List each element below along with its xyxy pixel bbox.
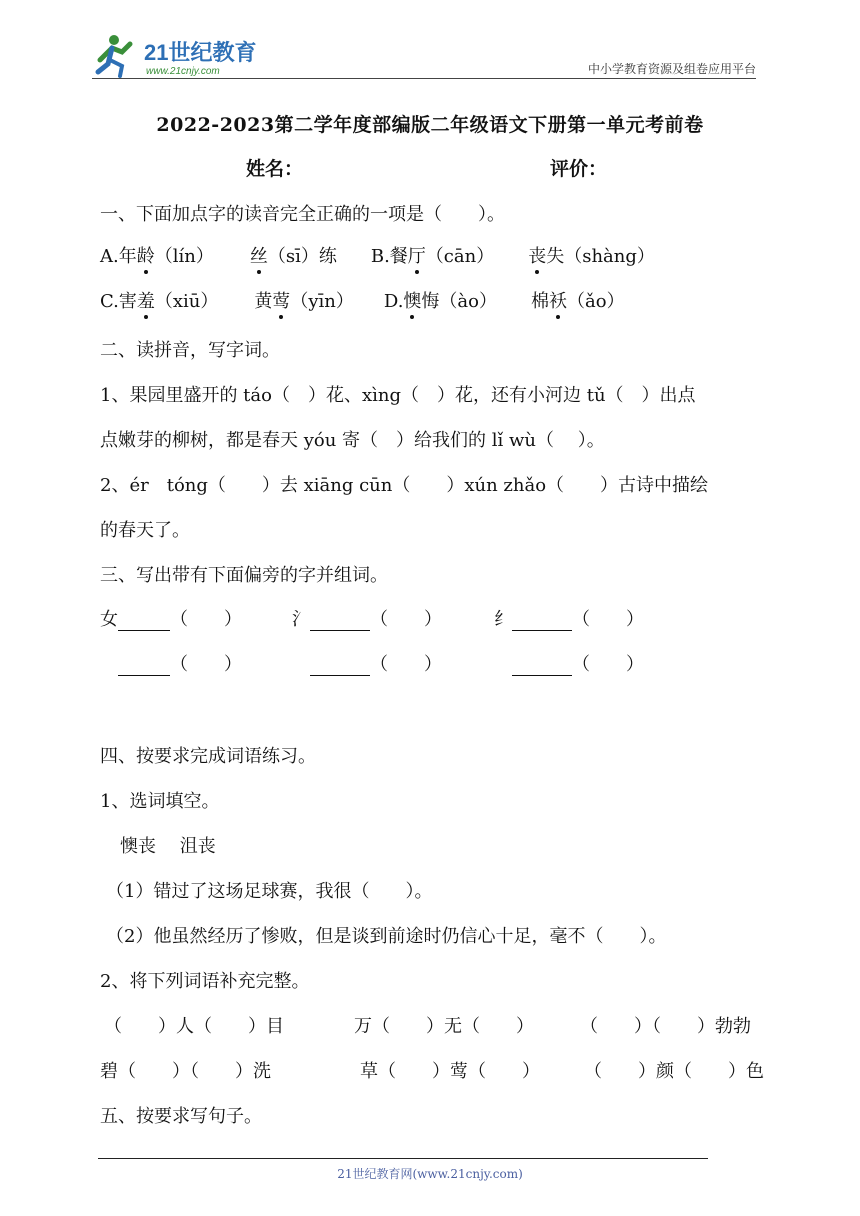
q2-sentence-2a: 2、ér tóng（ ）去 xiāng cūn（ ）xún zhǎo（ ）古诗中描绘 bbox=[100, 475, 709, 496]
q3-heading: 三、写出带有下面偏旁的字并组词。 bbox=[100, 565, 388, 586]
idiom-4: 碧（ ）（ ）洗 bbox=[100, 1061, 271, 1082]
q2-heading: 二、读拼音，写字词。 bbox=[100, 340, 280, 361]
header-divider bbox=[92, 78, 756, 79]
dotted-char: 懊 bbox=[403, 287, 421, 313]
q4-heading: 四、按要求完成词语练习。 bbox=[100, 746, 316, 767]
svg-text:www.21cnjy.com: www.21cnjy.com bbox=[146, 66, 220, 77]
q1-row-a: A.年龄（lín） 丝（sī）练 B.餐厅（cān） 丧失（shàng） bbox=[100, 242, 655, 268]
idiom-6: （ ）颜（ ）色 bbox=[584, 1061, 764, 1082]
q3-blank-row-1: （ ） bbox=[118, 650, 242, 676]
idiom-1: （ ）人（ ）目 bbox=[104, 1016, 284, 1037]
answer-blank[interactable] bbox=[118, 657, 170, 676]
dotted-char: 厅 bbox=[408, 242, 426, 268]
q3-radical-row-3: 纟 （ ） bbox=[494, 609, 644, 630]
idiom-2: 万（ ）无（ ） bbox=[354, 1016, 534, 1037]
q3-radical-row-2: 氵 （ ） bbox=[292, 609, 442, 630]
footer-divider bbox=[98, 1158, 708, 1159]
q3-radical-row-1: 女 （ ） bbox=[100, 609, 242, 630]
q4-sub-1: 1、选词填空。 bbox=[100, 791, 220, 812]
q2-sentence-1b: 点嫩芽的柳树，都是春天 yóu 寄（ ）给我们的 lǐ wù（ ）。 bbox=[100, 430, 605, 451]
q4-sub-2: 2、将下列词语补充完整。 bbox=[100, 971, 310, 992]
dotted-char: 丝 bbox=[250, 242, 268, 268]
answer-blank[interactable] bbox=[118, 612, 170, 631]
q5-heading: 五、按要求写句子。 bbox=[100, 1106, 262, 1127]
answer-blank[interactable] bbox=[512, 657, 572, 676]
answer-blank[interactable] bbox=[310, 657, 370, 676]
footer-text: 21世纪教育网(www.21cnjy.com) bbox=[337, 1167, 523, 1181]
svg-text:21世纪教育: 21世纪教育 bbox=[144, 40, 257, 65]
dotted-char: 袄 bbox=[549, 287, 567, 313]
idiom-3: （ ）（ ）勃勃 bbox=[580, 1016, 751, 1037]
dotted-char: 龄 bbox=[137, 242, 155, 268]
q3-blank-row-3: （ ） bbox=[512, 650, 644, 676]
idiom-5: 草（ ）莺（ ） bbox=[360, 1061, 540, 1082]
q2-sentence-1a: 1、果园里盛开的 táo（ ）花、xìng（ ）花，还有小河边 tǔ（ ）出点 bbox=[100, 385, 696, 406]
q3-blank-row-2: （ ） bbox=[310, 650, 442, 676]
q1-heading: 一、下面加点字的读音完全正确的一项是（ ）。 bbox=[100, 204, 505, 225]
q1-row-c: C.害羞（xiū） 黄莺（yīn） D.懊悔（ào） 棉袄（ǎo） bbox=[100, 287, 625, 313]
answer-blank[interactable] bbox=[512, 612, 572, 631]
dotted-char: 丧 bbox=[528, 242, 546, 268]
name-label: 姓名： bbox=[246, 158, 304, 180]
dotted-char: 羞 bbox=[137, 287, 155, 313]
grade-label: 评价： bbox=[550, 158, 608, 180]
site-logo bbox=[92, 30, 262, 80]
answer-blank[interactable] bbox=[310, 612, 370, 631]
q2-sentence-2b: 的春天了。 bbox=[100, 520, 190, 541]
page-title: 2022-2023第二学年度部编版二年级语文下册第一单元考前卷 bbox=[156, 114, 704, 136]
runner-logo-icon bbox=[92, 30, 262, 80]
q4-item-2: （2）他虽然经历了惨败，但是谈到前途时仍信心十足，毫不（ ）。 bbox=[106, 926, 667, 947]
dotted-char: 莺 bbox=[272, 287, 290, 313]
header-platform-text: 中小学教育资源及组卷应用平台 bbox=[587, 62, 756, 76]
q4-word-choices: 懊丧 沮丧 bbox=[120, 836, 216, 857]
q4-item-1: （1）错过了这场足球赛，我很（ ）。 bbox=[106, 881, 433, 902]
